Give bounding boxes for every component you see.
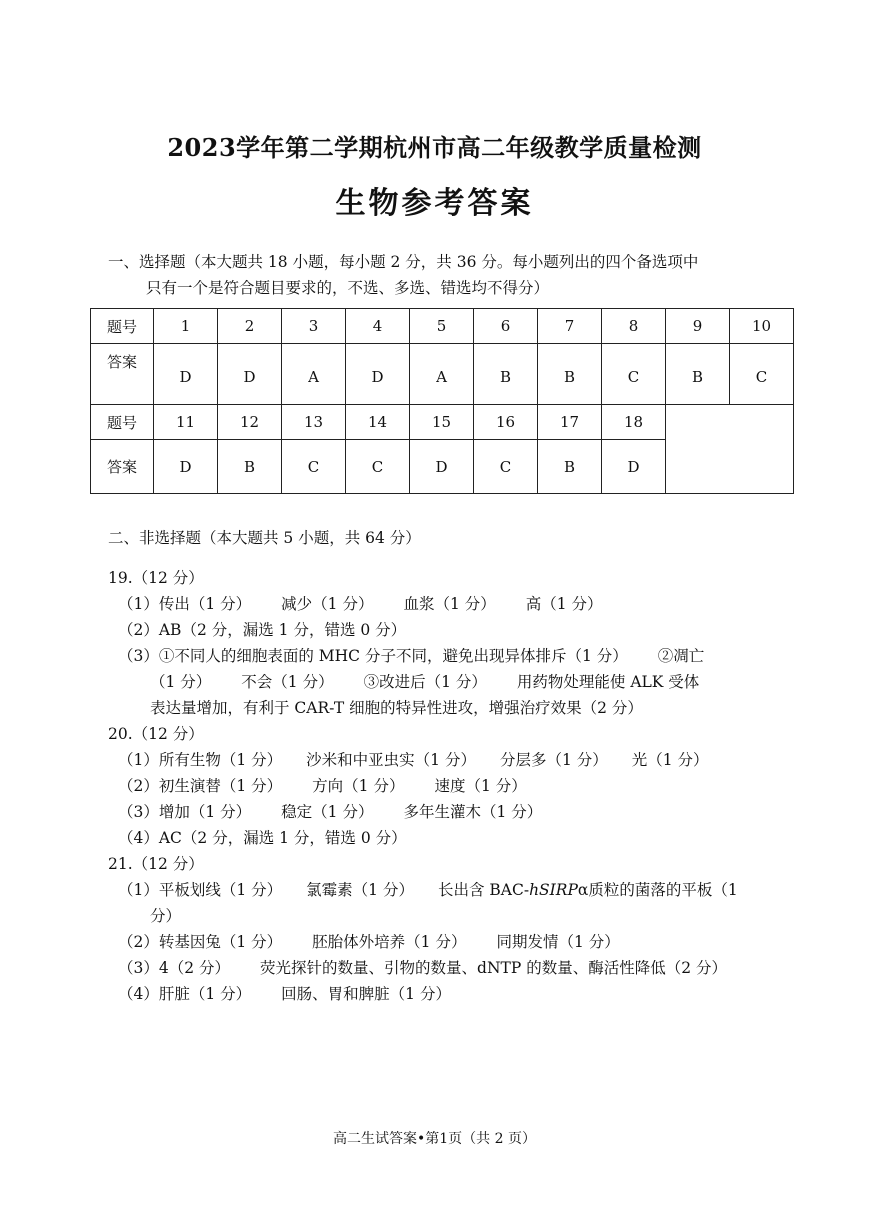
q21-part1-text: 长出含 BAC-: [437, 881, 530, 899]
question-number: 12: [218, 405, 282, 440]
q19-part1-item: 减少（1 分）: [281, 595, 374, 613]
answer-body: [108, 565, 768, 1007]
table-row-numbers-1: [91, 309, 794, 344]
q20-part1-item: 光（1 分）: [631, 751, 709, 769]
answer-cell: A: [410, 344, 474, 405]
answer-cell: B: [474, 344, 538, 405]
q19-part3-line2: [108, 669, 768, 695]
page-footer: 高二生试答案•第1页（共 2 页）: [333, 1131, 536, 1147]
answer-cell: D: [218, 344, 282, 405]
question-number: 4: [346, 309, 410, 344]
answer-cell: C: [602, 344, 666, 405]
q21-part3-item: （3）4（2 分）: [118, 959, 231, 977]
q21-part2-item: （2）转基因兔（1 分）: [118, 933, 283, 951]
answer-cell: D: [602, 440, 666, 494]
q21-part4-item: 回肠、胃和脾脏（1 分）: [281, 985, 451, 1003]
q21-part1-line1: [108, 877, 768, 903]
q21-title: 21.（12 分）: [108, 855, 204, 873]
q21-part1-text: α质粒的菌落的平板（1: [577, 881, 738, 899]
q20-part2: [108, 773, 768, 799]
answer-cell: D: [346, 344, 410, 405]
q19-part2: （2）AB（2 分，漏选 1 分，错选 0 分）: [118, 621, 407, 639]
q21-part3: [108, 955, 768, 981]
row-label-number: 题号: [91, 405, 154, 440]
empty-cell: [666, 405, 794, 494]
row-label-answer: 答案: [91, 344, 154, 405]
row-label-answer: 答案: [91, 440, 154, 494]
document-subtitle: 生物参考答案: [335, 186, 534, 221]
question-number: 6: [474, 309, 538, 344]
question-number: 7: [538, 309, 602, 344]
answer-cell: D: [154, 344, 218, 405]
question-number: 18: [602, 405, 666, 440]
answer-cell: C: [474, 440, 538, 494]
section1-heading: [108, 249, 768, 301]
row-label-number: 题号: [91, 309, 154, 344]
q20-part1-item: 沙米和中亚虫实（1 分）: [306, 751, 476, 769]
answer-cell: C: [346, 440, 410, 494]
q21-part1-item: （1）平板划线（1 分）: [118, 881, 283, 899]
section1-heading-line1: 一、选择题（本大题共 18 小题，每小题 2 分，共 36 分。每小题列出的四个备选项中: [108, 253, 699, 271]
question-number: 8: [602, 309, 666, 344]
q21-part4: [108, 981, 768, 1007]
q20-part1-item: （1）所有生物（1 分）: [118, 751, 283, 769]
answer-cell: D: [410, 440, 474, 494]
q19-part1: [108, 591, 768, 617]
q21-part2-item: 同期发情（1 分）: [496, 933, 620, 951]
q19-part1-item: 血浆（1 分）: [403, 595, 496, 613]
question-number: 14: [346, 405, 410, 440]
question-number: 11: [154, 405, 218, 440]
q20-title: 20.（12 分）: [108, 725, 204, 743]
answer-cell: B: [538, 344, 602, 405]
question-number: 10: [730, 309, 794, 344]
document-title: 2023学年第二学期杭州市高二年级教学质量检测: [167, 133, 702, 162]
q20-part2-item: （2）初生演替（1 分）: [118, 777, 283, 795]
q20-part2-item: 方向（1 分）: [312, 777, 405, 795]
q21-gene-name: hSIRP: [529, 881, 578, 899]
q20-part3-item: 稳定（1 分）: [281, 803, 374, 821]
q21-part3-item: 荧光探针的数量、引物的数量、dNTP 的数量、酶活性降低（2 分）: [260, 959, 727, 977]
answer-cell: D: [154, 440, 218, 494]
question-number: 17: [538, 405, 602, 440]
section2-heading: 二、非选择题（本大题共 5 小题，共 64 分）: [108, 529, 421, 547]
q20-part3-item: （3）增加（1 分）: [118, 803, 252, 821]
q19-part3-item: 用药物处理能使 ALK 受体: [516, 673, 700, 691]
q21-part1-item: 氯霉素（1 分）: [306, 881, 414, 899]
answer-cell: B: [218, 440, 282, 494]
q20-part2-item: 速度（1 分）: [434, 777, 527, 795]
question-number: 3: [282, 309, 346, 344]
q20-part1-item: 分层多（1 分）: [499, 751, 608, 769]
q19-part3-item: （1 分）: [150, 673, 212, 691]
q19-part1-item: 高（1 分）: [525, 595, 603, 613]
answer-cell: B: [666, 344, 730, 405]
q19-part3-item: ③改进后（1 分）: [363, 673, 487, 691]
question-number: 16: [474, 405, 538, 440]
answer-cell: C: [282, 440, 346, 494]
answer-cell: B: [538, 440, 602, 494]
question-number: 1: [154, 309, 218, 344]
q19-part3-text: （3）①不同人的细胞表面的 MHC 分子不同，避免出现异体排斥（1 分）: [118, 647, 628, 665]
question-number: 5: [410, 309, 474, 344]
answer-table: [90, 308, 794, 494]
q19-part3-line3: 表达量增加，有利于 CAR-T 细胞的特异性进攻，增强治疗效果（2 分）: [150, 699, 643, 717]
question-number: 13: [282, 405, 346, 440]
q19-part1-item: （1）传出（1 分）: [118, 595, 252, 613]
q20-part1: [108, 747, 768, 773]
q21-part2-item: 胚胎体外培养（1 分）: [312, 933, 467, 951]
answer-cell: A: [282, 344, 346, 405]
table-row-numbers-2: [91, 405, 794, 440]
q21-part2: [108, 929, 768, 955]
q19-part3-line1: [108, 643, 768, 669]
q19-title: 19.（12 分）: [108, 569, 204, 587]
q19-part3-item: 不会（1 分）: [241, 673, 334, 691]
q19-part3-text: ②凋亡: [657, 647, 705, 665]
q20-part4: （4）AC（2 分，漏选 1 分，错选 0 分）: [118, 829, 407, 847]
answer-cell: C: [730, 344, 794, 405]
question-number: 2: [218, 309, 282, 344]
question-number: 9: [666, 309, 730, 344]
q21-part4-item: （4）肝脏（1 分）: [118, 985, 252, 1003]
table-row-answers-1: [91, 344, 794, 405]
question-number: 15: [410, 405, 474, 440]
q20-part3-item: 多年生灌木（1 分）: [403, 803, 543, 821]
q20-part3: [108, 799, 768, 825]
section1-heading-line2: 只有一个是符合题目要求的，不选、多选、错选均不得分）: [146, 279, 550, 297]
q21-part1-line2: 分）: [150, 907, 182, 925]
